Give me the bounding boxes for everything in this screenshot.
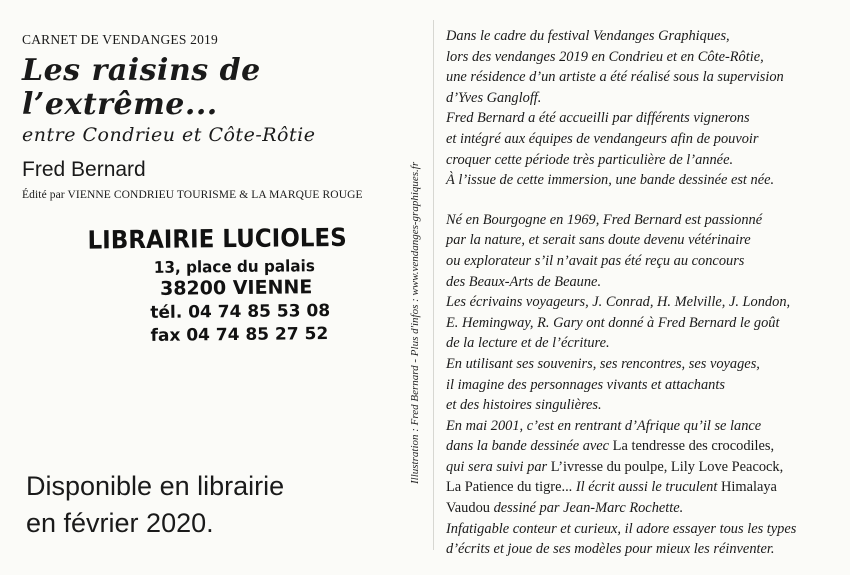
- publisher-line: [22, 189, 402, 201]
- text-line: En mai 2001, c’est en rentrant d’Afrique qu’il se lance: [446, 417, 762, 434]
- book-title-ref: La Patience du tigre...: [446, 479, 573, 496]
- text-line: d’écrits et joue de ses modèles pour mieux les réinventer.: [446, 541, 775, 558]
- text-line: En utilisant ses souvenirs, ses rencontres, ses voyages,: [446, 355, 760, 372]
- stamp-city: 38200 VIENNE: [159, 276, 313, 300]
- text-line: [446, 436, 838, 457]
- book-title-ref: La tendresse des crocodiles,: [612, 438, 775, 455]
- text-line: et des histoires singulières.: [446, 397, 602, 414]
- text-line: ou explorateur s’il n’avait pas été reçu au concours: [446, 252, 745, 269]
- text-line: Fred Bernard a été accueilli par différents vignerons: [446, 110, 750, 127]
- text-line: des Beaux-Arts de Beaune.: [446, 273, 602, 290]
- stamp-address: 13, place du palais: [153, 256, 315, 277]
- book-title-ref: Vaudou: [446, 500, 490, 517]
- book-title: Les raisins de l’extrême...: [22, 53, 261, 122]
- text-line: Né en Bourgogne en 1969, Fred Bernard est passionné: [446, 211, 763, 228]
- availability-line-2: en février 2020.: [26, 508, 214, 538]
- text-line: [446, 477, 838, 498]
- text-line: croquer cette période très particulière de l’année.: [446, 151, 734, 168]
- author-name: Fred Bernard: [22, 158, 146, 181]
- book-title-ref: L’ivresse du poulpe, Lily Love Peacock,: [550, 458, 784, 475]
- paragraph-gap: [446, 191, 838, 210]
- text-line: et intégré aux équipes de vendangeurs afin de pouvoir: [446, 130, 759, 147]
- text-line: lors des vendanges 2019 en Condrieu et en Côte-Rôtie,: [446, 48, 764, 65]
- text-line: Dans le cadre du festival Vendanges Graphiques,: [446, 28, 730, 44]
- text-line: [446, 457, 838, 478]
- text-line: [446, 498, 838, 519]
- text-line: Les écrivains voyageurs, J. Conrad, H. Melville, J. London,: [446, 294, 791, 311]
- book-subtitle: entre Condrieu et Côte-Rôtie: [22, 124, 316, 146]
- stamp-fax: fax 04 74 85 27 52: [150, 324, 329, 346]
- text-line: E. Hemingway, R. Gary ont donné à Fred Bernard le goût: [446, 314, 780, 331]
- illustration-credit: Illustration : Fred Bernard - Plus d'infos : www.vendanges-graphiques.fr: [409, 161, 421, 484]
- publisher-name: VIENNE CONDRIEU TOURISME & LA MARQUE ROUGE: [67, 189, 363, 201]
- text-run: qui sera suivi par: [446, 458, 548, 475]
- availability-notice: [26, 468, 284, 542]
- book-title-ref: Himalaya: [720, 479, 777, 496]
- series-label: CARNET DE VENDANGES 2019: [22, 32, 218, 47]
- text-line: une résidence d’un artiste a été réalisé sous la supervision: [446, 69, 784, 86]
- text-line: il imagine des personnages vivants et attachants: [446, 376, 725, 393]
- text-run: dessiné par Jean-Marc Rochette.: [493, 500, 684, 517]
- text-line: de la lecture et de l’écriture.: [446, 335, 610, 352]
- publisher-prefix: Édité par: [22, 189, 65, 201]
- bookshop-stamp: [87, 222, 388, 346]
- text-run: Il écrit aussi le truculent: [575, 479, 718, 496]
- text-line: par la nature, et serait sans doute devenu vétérinaire: [446, 232, 751, 249]
- stamp-shop-name: LIBRAIRIE LUCIOLES: [87, 222, 347, 255]
- availability-line-1: Disponible en librairie: [26, 471, 285, 501]
- divider-line: [433, 20, 434, 550]
- book-header: [22, 22, 402, 201]
- text-line: À l’issue de cette immersion, une bande dessinée est née.: [446, 172, 775, 189]
- stamp-phone: tél. 04 74 85 53 08: [150, 301, 331, 323]
- description-text: [446, 26, 838, 560]
- text-line: Infatigable conteur et curieux, il adore essayer tous les types: [446, 520, 797, 537]
- text-run: dans la bande dessinée avec: [446, 438, 610, 455]
- text-line: d’Yves Gangloff.: [446, 89, 542, 106]
